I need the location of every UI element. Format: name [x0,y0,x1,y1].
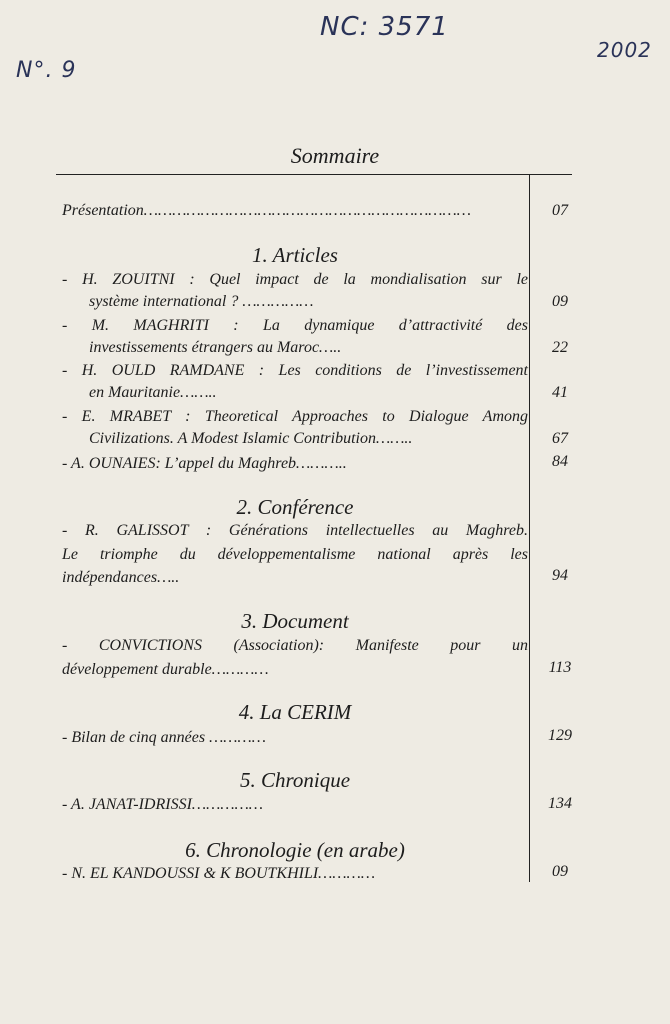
section-heading-articles: 1. Articles [252,243,338,267]
conference-line-3: indépendances….. [62,569,180,586]
section-heading-chronologie: 6. Chronologie (en arabe) [185,838,405,862]
article-2-line-1: - M. MAGHRITI : La dynamique d’attractivité des [62,317,528,334]
article-2-page-number: 22 [552,339,568,356]
section-heading-cerim: 4. La CERIM [238,700,352,724]
cerim-line-1: - Bilan de cinq années ………… [62,729,266,746]
document-page-number: 113 [548,659,572,676]
chronique-line-1: - A. JANAT-IDRISSI…………… [62,796,264,813]
article-3-line-1: - H. OULD RAMDANE : Les conditions de l’investissement [62,362,528,379]
conference-line-2: Le triomphe du développementalisme national après les [62,546,528,563]
article-1-line-1: - H. ZOUITNI : Quel impact de la mondialisation sur le [62,271,528,288]
handwritten-reference-number: NC: 3571 [320,12,449,42]
conference-line-1: - R. GALISSOT : Générations intellectuelles au Maghreb. [62,522,528,539]
document-line-2: développement durable………… [62,661,269,678]
article-3-line-2: en Mauritanie…….. [89,384,217,401]
document-line-1: - CONVICTIONS (Association): Manifeste pour un [62,637,528,654]
chronologie-line-1: - N. EL KANDOUSSI & K BOUTKHILI………… [62,865,376,882]
article-3-page-number: 41 [552,384,568,401]
article-1-page-number: 09 [552,293,568,310]
section-heading-chronique: 5. Chronique [239,768,351,792]
page-number-column-rule [529,174,530,882]
conference-page-number: 94 [552,567,568,584]
page-title: Sommaire [290,143,380,168]
article-4-line-2: Civilizations. A Modest Islamic Contribution…….. [89,430,413,447]
article-5-page-number: 84 [552,453,568,470]
article-5-line-1: - A. OUNAIES: L’appel du Maghreb……….. [62,455,347,472]
article-4-page-number: 67 [552,430,568,447]
presentation-page-number: 07 [552,202,568,219]
chronologie-page-number: 09 [552,863,568,880]
article-2-line-2: investissements étrangers au Maroc….. [89,339,342,356]
handwritten-issue-number: N°. 9 [16,58,77,83]
handwritten-year: 2002 [597,38,652,62]
section-heading-document: 3. Document [241,609,349,633]
title-underline [56,174,572,175]
chronique-page-number: 134 [548,795,572,812]
article-4-line-1: - E. MRABET : Theoretical Approaches to Dialogue Among [62,408,528,425]
article-1-line-2: système international ? …………… [89,293,314,310]
presentation-entry: Présentation…………………………………………………………… [62,202,471,219]
section-heading-conference: 2. Conférence [236,495,354,519]
cerim-page-number: 129 [548,727,572,744]
